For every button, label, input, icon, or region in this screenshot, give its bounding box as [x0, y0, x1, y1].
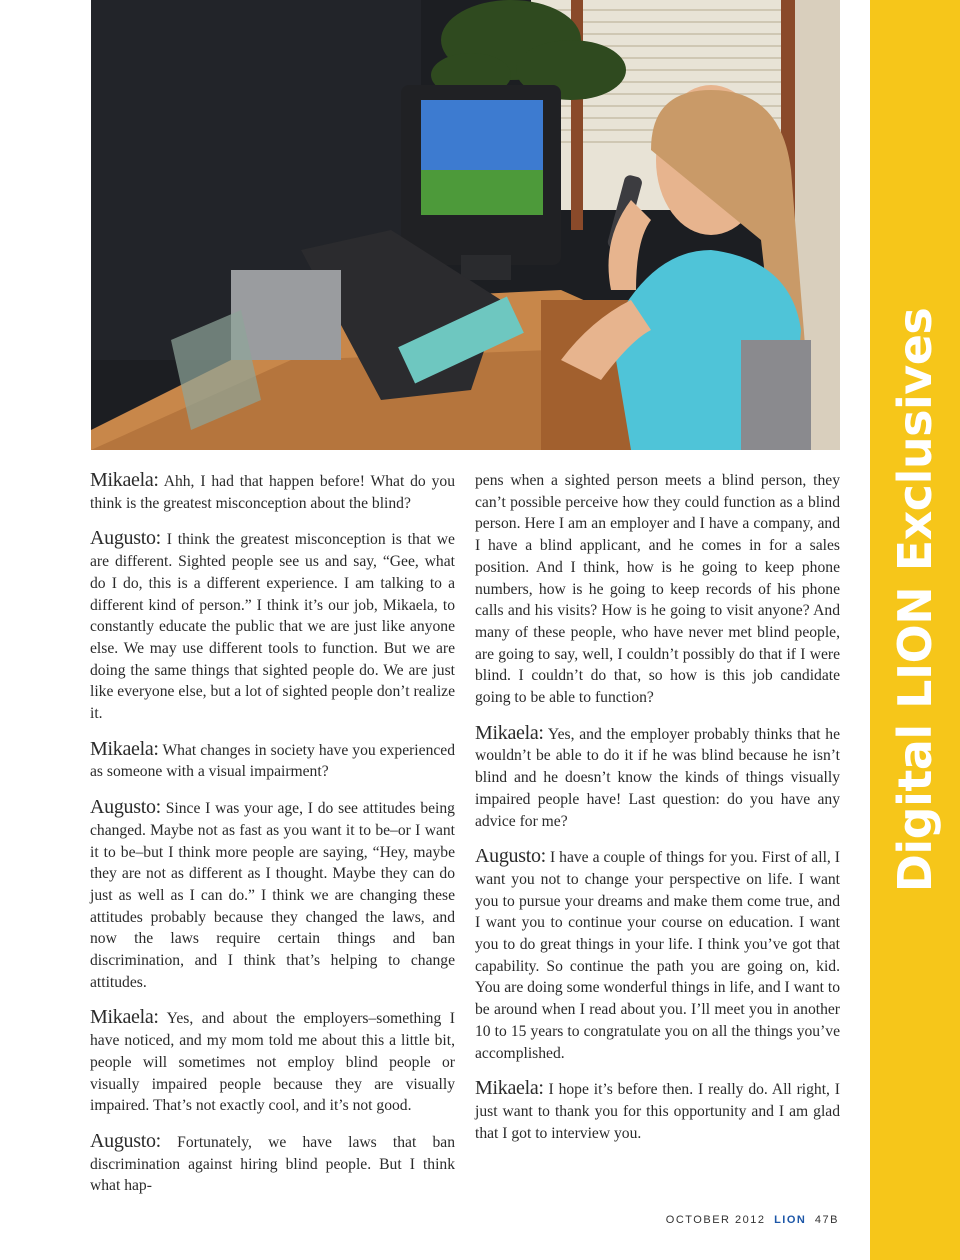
paragraph-text: Ahh, I had that happen before! What do you think is the greatest misconception about the blind? — [90, 473, 455, 512]
interview-paragraph — [90, 1131, 455, 1197]
page-footer — [666, 1214, 839, 1226]
right-column — [475, 470, 840, 1158]
issue-date: OCTOBER 2012 — [665, 1214, 766, 1226]
paragraph-text: Since I was your age, I do see attitudes being changed. Maybe not as fast as you want it to be–or I want it to be–but I think more people are saying, “Hey, maybe they are not as different as I thought. Maybe they can do just as well as I can do.” I think we are changing these attitudes probably because they changed the laws, and now the laws require certain things and ban discrimination, and I think that’s helping to change attitudes. — [90, 800, 455, 991]
speaker-name: Mikaela: — [90, 737, 159, 760]
interview-paragraph — [90, 797, 455, 993]
page-number: 47B — [814, 1214, 839, 1226]
photo-girl-on-phone-at-computer-desk — [91, 0, 840, 450]
speaker-name: Mikaela: — [475, 721, 544, 744]
interview-paragraph — [90, 1007, 455, 1117]
paragraph-text: What changes in society have you experienced as someone with a visual impairment? — [90, 741, 456, 781]
paragraph-text: pens when a sighted person meets a blind person, they can’t possible perceive how they could function as a blind person. Here I am an employer and I have a company, and I have a blind applicant, and he comes in for a sales position. And I think, how is he going to keep phone numbers, how is he going to keep records of his phone calls and his visits? How is he going to visit anyone? And many of these people, who have never met blind people, are going to say, well, I couldn’t possibly do that if I were blind. I couldn’t do that, so how is this job candidate going to be able to function? — [475, 472, 840, 707]
section-sidebar — [870, 0, 960, 1260]
paragraph-text: I have a couple of things for you. First of all, I want you not to change your perspective on life. I want you to pursue your dreams and make them come true, and I want you to continue your course on education. I want you to do great things in your life. I think you’ve got that capability. So continue the path you are going on, kid. You are doing some wonderful things in life, and I want to be around when I read about you. I’ll meet you in another 10 to 15 years to congratulate you on all the things you’ve accomplished. — [475, 849, 840, 1062]
speaker-name: Mikaela: — [90, 469, 159, 491]
left-column — [90, 470, 455, 1211]
paragraph-text: Yes, and the employer probably thinks that he wouldn’t be able to do it if he was blind because he isn’t blind and he doesn’t know the kinds of things visually impaired people have! Last question: do you have any advice for me? — [475, 725, 840, 830]
interview-paragraph — [475, 846, 840, 1064]
paragraph-text: Yes, and about the employers–something I have noticed, and my mom told me about this a little bit, people will sometimes not employ blind people or visually impaired people because they are visually impaired. That’s not exactly cool, and it’s not good. — [90, 1010, 455, 1115]
interview-paragraph — [475, 723, 840, 833]
speaker-name: Mikaela: — [90, 1006, 159, 1029]
article-photo — [91, 0, 840, 450]
paragraph-text: Fortunately, we have laws that ban discrimination against hiring blind people. But I think what hap- — [90, 1133, 455, 1195]
speaker-name: Mikaela: — [475, 1077, 544, 1100]
speaker-name: Augusto: — [90, 796, 161, 819]
interview-paragraph — [475, 1078, 840, 1144]
interview-paragraph — [90, 528, 455, 724]
speaker-name: Augusto: — [90, 1129, 161, 1152]
interview-paragraph — [90, 739, 455, 783]
sidebar-title: Digital LION Exclusives — [888, 307, 942, 893]
paragraph-text: I think the greatest misconception is that we are different. Sighted people see us and say, “Gee, what do I do, this is a different experience. I am talking to a different kind of person.” I think it’s our job, Mikaela, to constantly educate the public that we are just like anyone else. We may use different tools to function. But we are doing the same things that sighted people do. We are just like everyone else, but a lot of sighted people don’t realize it. — [90, 531, 455, 723]
speaker-name: Augusto: — [475, 845, 546, 868]
speaker-name: Augusto: — [90, 527, 161, 550]
interview-paragraph — [90, 470, 455, 514]
paragraph-text: I hope it’s before then. I really do. All right, I just want to thank you for this opportunity and I am glad that I got to interview you. — [475, 1081, 840, 1142]
magazine-brand: LION — [774, 1214, 807, 1226]
interview-paragraph — [475, 470, 840, 709]
